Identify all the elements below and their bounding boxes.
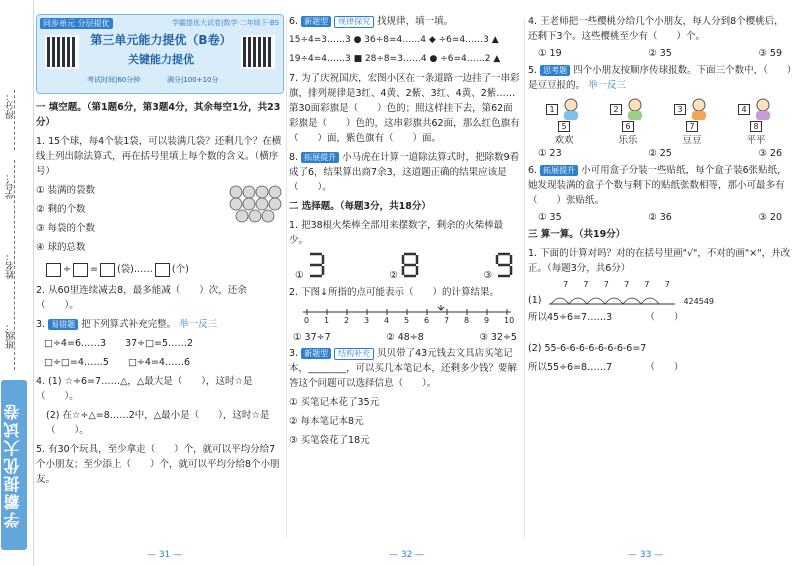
option-text: ② 36	[648, 212, 672, 223]
kid-card	[662, 97, 722, 146]
tag-badge: 思考题	[540, 65, 570, 76]
pattern-row: 19÷4=4……3 ■ 28÷8=3……4 ● ÷6=4……2 ▲	[289, 54, 501, 64]
page-32	[289, 14, 521, 534]
axis-tick-label: 4	[384, 316, 390, 325]
axis-tick-label: 6	[424, 316, 430, 325]
option-text: ③ 买笔袋花了18元	[289, 435, 370, 446]
option-label: ①	[295, 270, 304, 281]
section-choice: 二 选择题。（每题3分，共18分）	[289, 201, 431, 212]
question-text: 找规律，填一填。	[377, 16, 454, 27]
jump-number: 7	[583, 280, 589, 289]
header-series: 学霸提优大试卷|数学·二年级下·BS	[172, 19, 279, 27]
label-name: 姓名：	[6, 252, 16, 279]
label-class: 班级：	[6, 322, 16, 349]
kid-name: 豆豆	[682, 135, 702, 146]
qr-code-icon	[241, 35, 275, 69]
label-score: 得分：	[6, 92, 16, 119]
option-label: ②	[389, 270, 398, 281]
question-7: 7. 为了庆祝国庆，宏图小区在一条道路一边挂了一串彩旗，排列规律是3红、4黄、2紫、3红、4黄、2紫……第30面彩旗是（ ）色的；照这样挂下去，第62面彩旗是（ ）色的，这串彩旗共62面，那么红色旗有（ ）面，紫色旗有（ ）面。	[289, 73, 520, 144]
axis-tick-label: 9	[484, 316, 490, 325]
question-1: 1. 15个球，每4个装1袋，可以装满几袋？还剩几个？在横线上列出除法算式，再在括号里填上每个数的含义。（横序号）	[36, 136, 282, 177]
blank-box[interactable]	[155, 263, 170, 277]
axis-tick-label: 2	[344, 316, 350, 325]
equation-row: □÷□=4……5 □÷4=4……6	[44, 357, 190, 368]
jump-number: 7	[664, 280, 670, 289]
section-fill-blank: 一 填空题。（第1题6分，第3题4分，其余每空1分，共23分）	[36, 102, 281, 128]
page-31	[36, 14, 284, 534]
option-text: ② 35	[648, 48, 672, 59]
option-text: ③ 32÷5	[479, 332, 517, 343]
check-line-2: 所以55÷6=8……7 （ ）	[528, 362, 684, 373]
page-33	[528, 14, 792, 534]
question-2-2: 2. 下图↓所指的点可能表示（ ）的计算结果。	[289, 287, 500, 298]
axis-tick-label: 5	[404, 316, 410, 325]
arrow-down-icon	[438, 305, 444, 310]
binding-margin	[0, 0, 34, 566]
kid-name: 欢欢	[554, 135, 574, 146]
qr-code-icon	[45, 35, 79, 69]
option-text: ② 25	[648, 148, 672, 159]
child-avatar-icon	[560, 97, 582, 121]
number-card: 6	[622, 121, 633, 132]
kid-card	[534, 97, 594, 146]
blank-box[interactable]	[46, 263, 61, 277]
option-text: ① 23	[538, 148, 562, 159]
kid-card	[726, 97, 786, 146]
option-text: ③ 26	[758, 148, 782, 159]
matchstick-digit-icon	[307, 252, 327, 278]
question-text: 贝贝带了43元钱去文具店买笔记本，________，可以买几本笔记本，还剩多少钱？要解答这个问题可以选择信息（ ）。	[289, 348, 518, 389]
question-text: 把下列算式补充完整。	[81, 319, 177, 330]
tag-badge: 拓展提升	[301, 152, 339, 163]
page-number: — 32 —	[389, 550, 425, 560]
pattern-row: 15÷4=3……3 ● 36÷8=4……4 ◆ ÷6=4……3 ▲	[289, 35, 499, 45]
full-score: 满分|100+10分	[167, 76, 219, 84]
jump-arcs	[547, 290, 677, 306]
blank-box[interactable]	[100, 263, 115, 277]
item-label: (1)	[528, 295, 542, 306]
matchstick-digit-icon	[401, 252, 421, 278]
question-5: 5. 思考题 四个小朋友按顺序传球报数。下面三个数中，（ ）是豆豆报的。 举一反三	[528, 65, 792, 91]
division-blanks: ÷ = (袋)…… (个)	[44, 262, 284, 277]
axis-tick-label: 7	[444, 316, 450, 325]
option-text: ② 每本笔记本8元	[289, 416, 364, 427]
kid-name: 乐乐	[618, 135, 638, 146]
kids-illustration	[528, 97, 792, 146]
unit-title: 第三单元能力提优（B卷）	[90, 33, 232, 47]
exam-time: 考试时间|60分钟	[87, 76, 141, 84]
check-line-1: 所以45÷6=7……3 （ ）	[528, 312, 684, 323]
question-6: 6. 新题型 规律探究 找规律，填一填。	[289, 16, 454, 27]
related-link[interactable]: 举一反三	[588, 80, 627, 91]
option-text: ① 装满的袋数	[36, 185, 96, 196]
axis-tick-label: 1	[324, 316, 330, 325]
unit-subtitle: 关键能力提优	[128, 53, 194, 66]
jump-number: 7	[603, 280, 609, 289]
axis-tick-label: 10	[504, 316, 515, 325]
option-text: ③ 20	[758, 212, 782, 223]
related-link[interactable]: 举一反三	[179, 319, 218, 330]
question-2-3: 3. 新题型 结构补充 贝贝带了43元钱去文具店买笔记本，________，可以买几本笔记本，还剩多少钱？要解答这个问题可以选择信息（ ）。	[289, 348, 518, 389]
question-3: 3. 易错题 把下列算式补充完整。 举一反三	[36, 319, 218, 330]
option-text: ③ 每袋的个数	[36, 223, 96, 234]
balls-illustration	[228, 183, 284, 223]
page-number: — 33 —	[628, 550, 664, 560]
option-text: ② 48÷8	[386, 332, 424, 343]
section-calculate: 三 算一算。（共19分）	[528, 229, 626, 240]
matchstick-digit-icon	[495, 252, 515, 278]
unit-header	[36, 14, 284, 94]
question-6: 6. 拓展提升 小可用盒子分装一些贴纸，每个盒子装6张贴纸，她发现装满的盒子个数与剩下的贴纸张数相等，那小可最多有（ ）张贴纸。	[528, 165, 787, 206]
option-text: ① 19	[538, 48, 562, 59]
number-card: 3	[674, 104, 685, 115]
blank-box[interactable]	[73, 263, 88, 277]
child-avatar-icon	[688, 97, 710, 121]
question-text: 小马虎在计算一道除法算式时，把除数9看成了6，结果算出商7余3，这道题正确的结果应该是（ ）。	[289, 152, 520, 193]
jump-number: 7	[644, 280, 650, 289]
jump-number: 7	[563, 280, 569, 289]
equation-row: □÷4=6……3 37÷□=5……2	[44, 338, 194, 349]
option-text: ④ 球的总数	[36, 242, 86, 253]
axis-tick-label: 0	[304, 316, 310, 325]
question-text: 四个小朋友按顺序传球报数。下面三个数中，（ ）是豆豆报的。	[528, 65, 792, 91]
question-3-1: 1. 下面的计算对吗？对的在括号里画"√"，不对的画"×"，并改正。（每题3分，共6分）	[528, 248, 791, 274]
jump-number: 7	[624, 280, 630, 289]
question-5: 5. 有30个玩具，至少拿走（ ）个，就可以平均分给7个小朋友；至少添上（ ）个，就可以平均分给8个小朋友。	[36, 444, 280, 485]
option-text: ② 剩的个数	[36, 204, 86, 215]
tag-badge: 拓展提升	[540, 165, 578, 176]
axis-tick-label: 3	[364, 316, 370, 325]
jump-line-1	[528, 280, 792, 306]
question-4a: 4. (1) ☆÷6=7……△，△最大是（ ），这时☆是（ ）。	[36, 376, 253, 402]
number-card: 4	[738, 104, 749, 115]
number-line	[289, 304, 521, 330]
question-2-1: 1. 把38根火柴棒全部用来摆数字，剩余的火柴棒最少。	[289, 220, 504, 246]
option-text: ① 37÷7	[293, 332, 331, 343]
number-card: 5	[558, 121, 569, 132]
kid-card	[598, 97, 658, 146]
option-text: ① 买笔记本花了35元	[289, 397, 380, 408]
tag-badge: 新题型	[301, 16, 331, 27]
number-card: 8	[750, 121, 761, 132]
option-text: ① 35	[538, 212, 562, 223]
number-card: 1	[546, 104, 557, 115]
question-2: 2. 从60里连续减去8，最多能减（ ）次，还余（ ）。	[36, 285, 247, 311]
option-label: ③	[483, 270, 492, 281]
tag-badge: 易错题	[48, 319, 78, 330]
question-4: 4. 王老师把一些樱桃分给几个小朋友，每人分到8个樱桃后，还剩下3个。这些樱桃至少有（ ）个。	[528, 16, 784, 42]
tag-badge: 结构补充	[334, 348, 374, 360]
series-title: 学霸提优大试卷	[1, 380, 27, 550]
question-8: 8. 拓展提升 小马虎在计算一道除法算式时，把除数9看成了6，结果算出商7余3，这道题正确的结果应该是（ ）。	[289, 152, 520, 193]
page-number: — 31 —	[147, 550, 183, 560]
label-student-number: 学号：	[6, 172, 16, 199]
question-text: 小可用盒子分装一些贴纸，每个盒子装6张贴纸，她发现装满的盒子个数与剩下的贴纸张数相等，那小可最多有（ ）张贴纸。	[528, 165, 787, 206]
child-avatar-icon	[752, 97, 774, 121]
number-card: 2	[610, 104, 621, 115]
axis-tick-label: 8	[464, 316, 470, 325]
number-card: 7	[686, 121, 697, 132]
child-avatar-icon	[624, 97, 646, 121]
question-3-2: (2) 55-6-6-6-6-6-6-6-6=7	[528, 343, 647, 354]
kid-name: 平平	[746, 135, 766, 146]
tag-badge: 规律探究	[334, 16, 374, 28]
tag-badge: 新题型	[301, 348, 331, 359]
question-4b: (2) 在☆÷△=8……2中，△最小是（ ），这时☆是（ ）。	[46, 410, 270, 436]
matchstick-options	[289, 252, 521, 281]
option-text: ③ 59	[758, 48, 782, 59]
jump-end-values: 424549	[683, 297, 715, 306]
header-tag: 同步单元 分层提优	[40, 18, 113, 29]
